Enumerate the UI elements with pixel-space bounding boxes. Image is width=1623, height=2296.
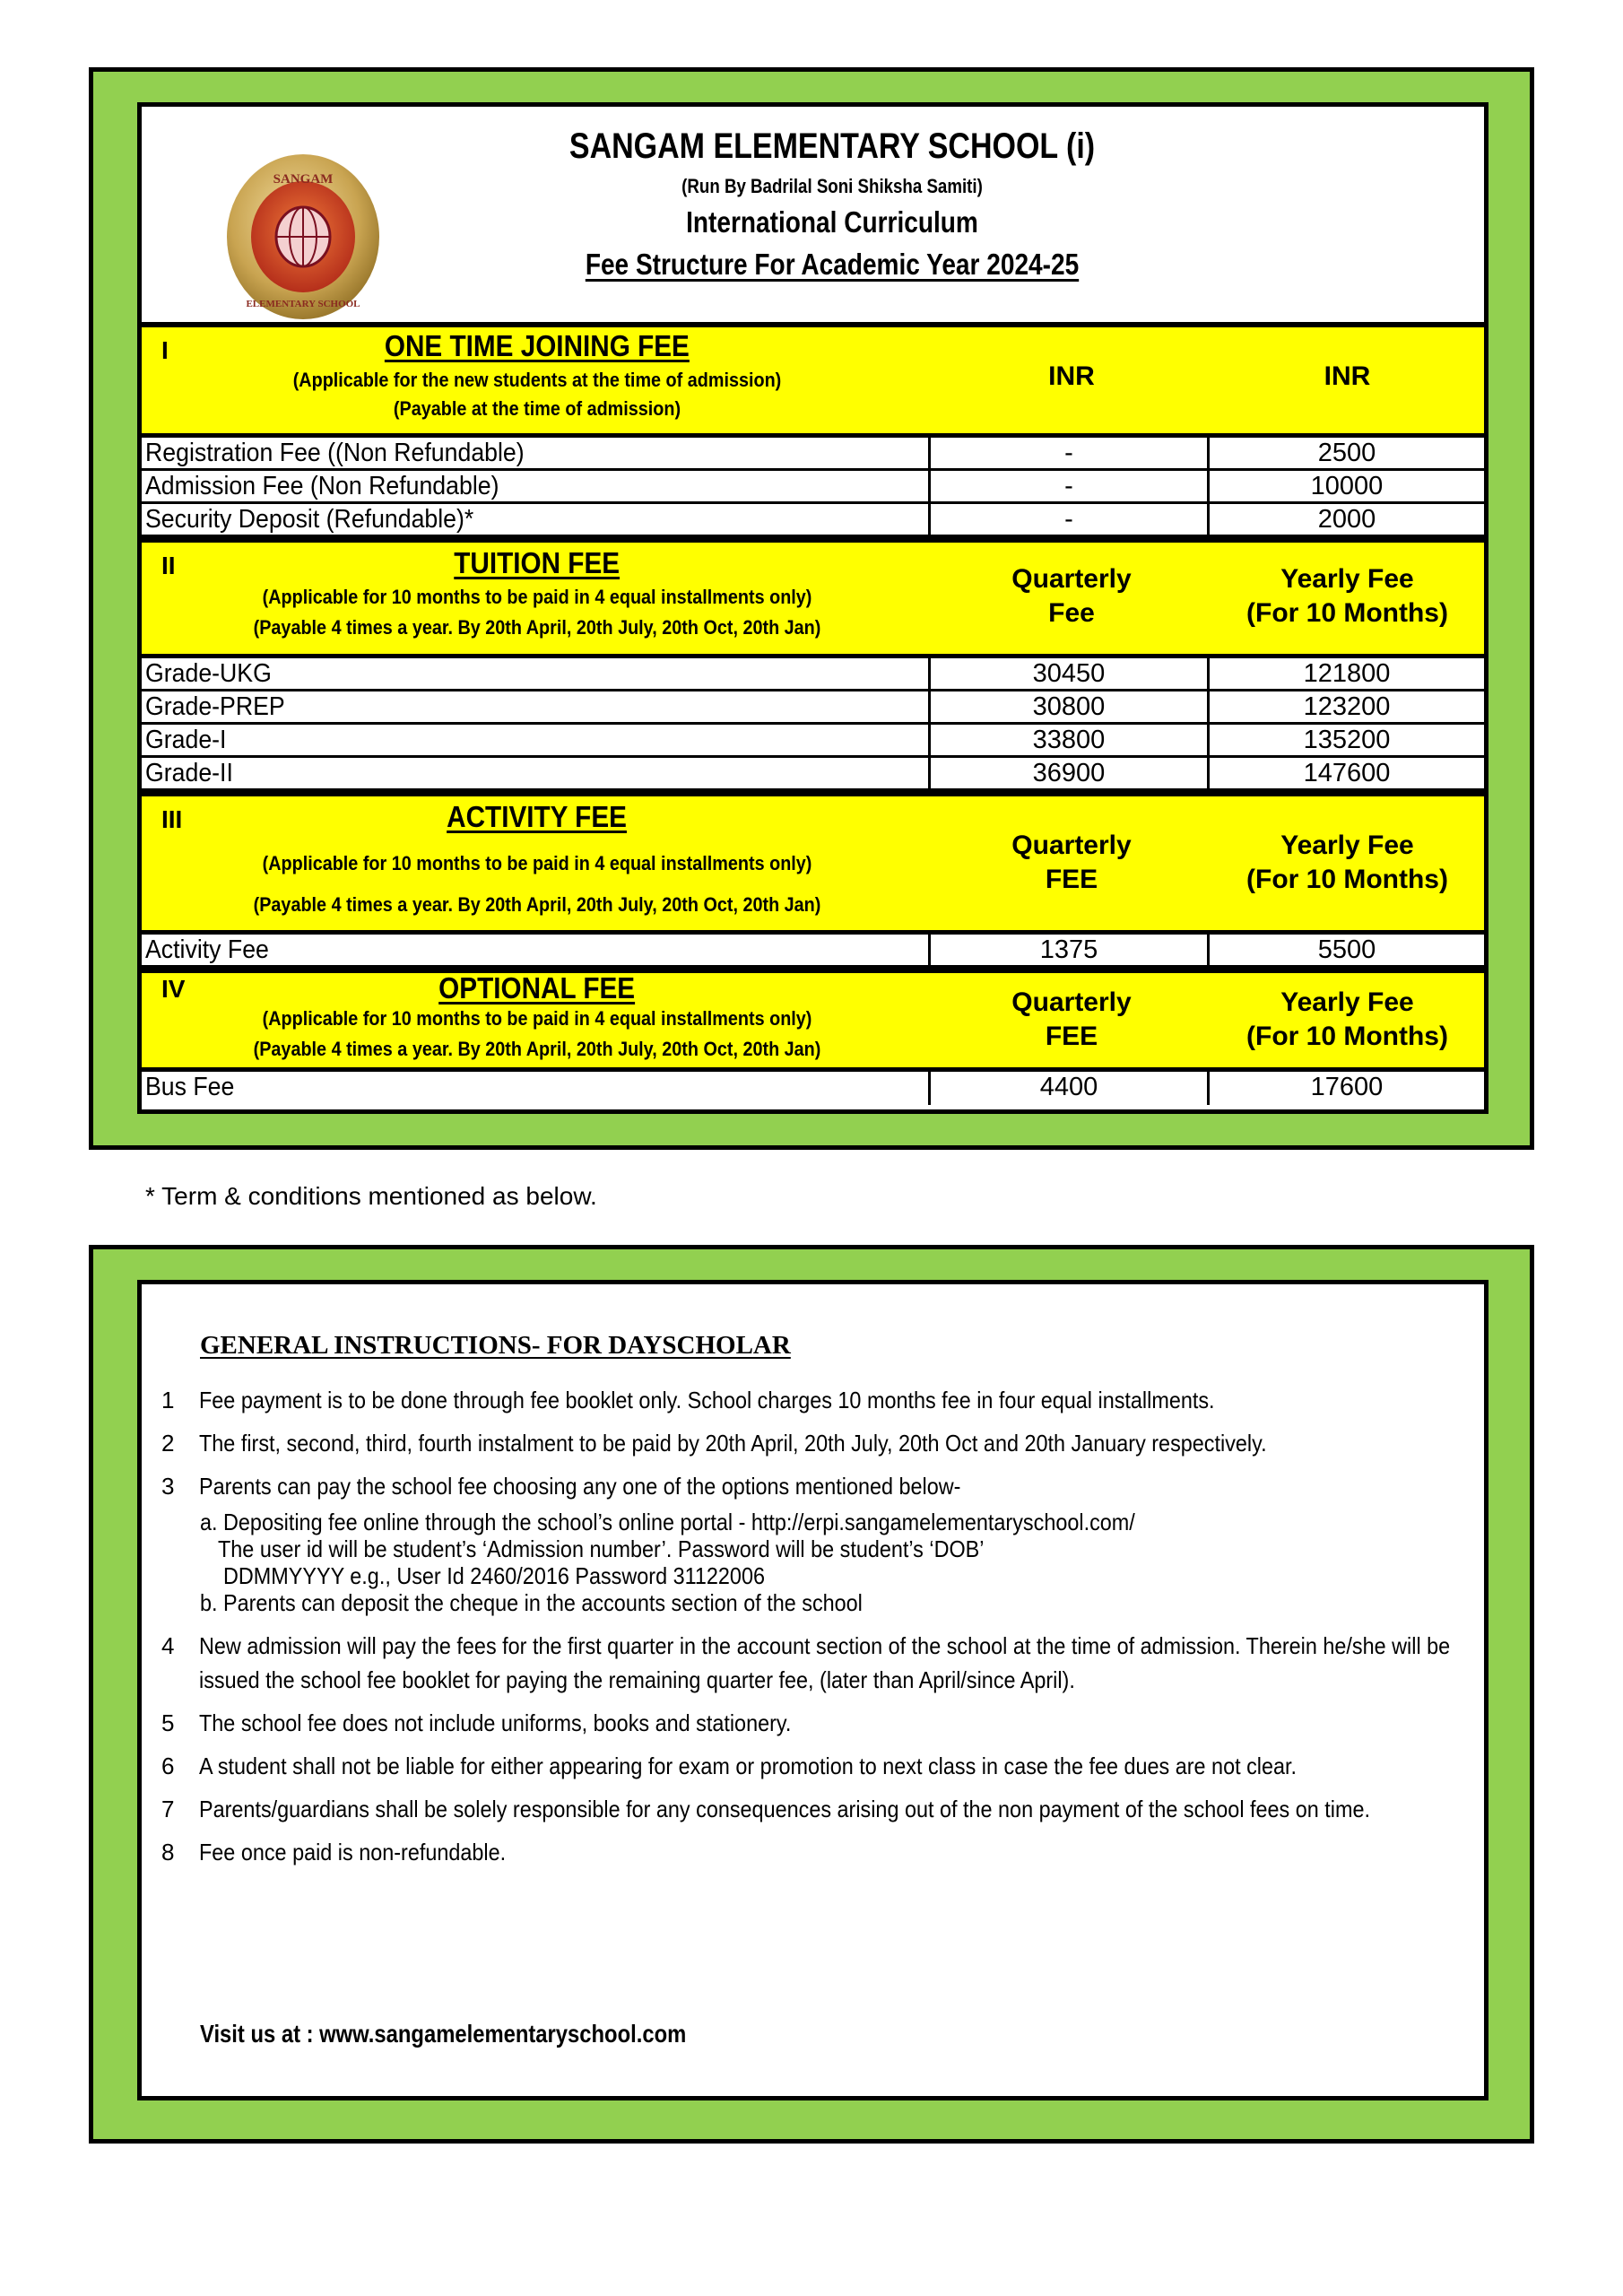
- option-a-line-1: a. Depositing fee online through the school’s online portal - http://erpi.sangamelementaryschool.com/: [200, 1509, 1135, 1535]
- list-item: [160, 1383, 1469, 1417]
- yearly-value: 2500: [1317, 439, 1376, 467]
- section-header-optional: [142, 968, 1484, 1072]
- column-header-text: (For 10 Months): [1246, 598, 1448, 628]
- section-header-joining: [142, 322, 1484, 438]
- fee-label-text: Registration Fee ((Non Refundable): [145, 439, 525, 467]
- table-row: [142, 935, 1484, 968]
- list-item: [160, 1426, 1469, 1460]
- section-title-wrap: [142, 329, 933, 421]
- yearly-value: 2000: [1317, 505, 1376, 534]
- table-row: [142, 471, 1484, 504]
- column-header-text: Quarterly: [1011, 564, 1132, 594]
- column-header-text: FEE: [1045, 1022, 1098, 1051]
- table-row: [142, 658, 1484, 691]
- fee-label-text: Activity Fee: [145, 935, 269, 964]
- fee-label: [142, 758, 931, 788]
- quarterly-value: -: [931, 438, 1210, 468]
- school-name: SANGAM ELEMENTARY SCHOOL (i): [568, 126, 1096, 166]
- item-number: 7: [161, 1796, 175, 1822]
- website-link[interactable]: Visit us at : www.sangamelementaryschool.com: [200, 2020, 687, 2048]
- item-number: 1: [161, 1387, 175, 1413]
- item-text: A student shall not be liable for either appearing for exam or promotion to next class in case the fee dues are not clear.: [199, 1752, 1298, 1779]
- fee-label: [142, 658, 931, 689]
- curriculum-label: International Curriculum: [686, 205, 978, 239]
- column-header-text: FEE: [1045, 865, 1098, 894]
- column-header-text: (For 10 Months): [1246, 865, 1448, 894]
- quarterly-value: 30450: [931, 658, 1210, 689]
- item-number: 2: [161, 1430, 175, 1457]
- list-item: [160, 1469, 1469, 1503]
- fee-label: [142, 438, 931, 468]
- column-header-text: Quarterly: [1011, 987, 1132, 1017]
- column-header-quarterly: [933, 562, 1211, 631]
- option-a-line-3: DDMMYYYY e.g., User Id 2460/2016 Password 31122006: [223, 1562, 765, 1589]
- fee-label-text: Grade-II: [145, 759, 233, 787]
- column-header-text: Yearly Fee: [1280, 987, 1414, 1017]
- item-text: New admission will pay the fees for the first quarter in the account section of the school at the time of admission. Therein he/she will be issued the school fee booklet for paying the remaining quarter fee, (later than April/since April).: [199, 1632, 1451, 1693]
- fee-label-text: Admission Fee (Non Refundable): [145, 472, 499, 500]
- section-number: II: [161, 552, 176, 579]
- section-number: IV: [161, 975, 186, 1003]
- column-header-text: (For 10 Months): [1246, 1022, 1448, 1051]
- yearly-value: 135200: [1303, 726, 1391, 754]
- option-b-line: b. Parents can deposit the cheque in the accounts section of the school: [200, 1589, 863, 1616]
- item-text: Fee payment is to be done through fee booklet only. School charges 10 months fee in four equal installments.: [199, 1387, 1215, 1413]
- column-header-text: Quarterly: [1011, 831, 1132, 860]
- school-trust: (Run By Badrilal Soni Shiksha Samiti): [681, 175, 983, 197]
- column-header-text: Fee: [1048, 598, 1095, 628]
- section-title: TUITION FEE: [454, 546, 621, 579]
- item-number: 5: [161, 1709, 175, 1736]
- list-item: [160, 1629, 1469, 1697]
- column-header-yearly: [1211, 360, 1484, 394]
- item-number: 3: [161, 1473, 175, 1500]
- table-row: [142, 1072, 1484, 1105]
- fee-label-text: Security Deposit (Refundable)*: [145, 505, 474, 534]
- instructions-list: [160, 1383, 1469, 1878]
- column-header-quarterly: [933, 360, 1211, 394]
- section-title: ONE TIME JOINING FEE: [385, 329, 690, 362]
- list-item: [160, 1706, 1469, 1740]
- quarterly-value: 30800: [931, 691, 1210, 722]
- fee-label: [142, 504, 931, 535]
- quarterly-value: 4400: [931, 1072, 1210, 1105]
- section-header-tuition: [142, 537, 1484, 658]
- item-text: Parents/guardians shall be solely responsible for any consequences arising out of the non payment of the school fees on time.: [199, 1796, 1370, 1822]
- column-header-text: Yearly Fee: [1280, 564, 1414, 594]
- section-title-wrap: [142, 800, 933, 917]
- fee-label: [142, 471, 931, 501]
- item-text: The first, second, third, fourth instalment to be paid by 20th April, 20th July, 20th Oct and 20th January respectively.: [199, 1430, 1267, 1457]
- fee-label-text: Grade-PREP: [145, 692, 285, 721]
- section-header-activity: [142, 791, 1484, 935]
- section-note: (Applicable for the new students at the time of admission): [292, 369, 782, 391]
- fee-label-text: Grade-UKG: [145, 659, 272, 688]
- fee-year-title: [505, 248, 1160, 282]
- item-number: 6: [161, 1752, 175, 1779]
- item-text: Fee once paid is non-refundable.: [199, 1839, 507, 1866]
- item-number: 4: [161, 1632, 175, 1659]
- column-header-text: Yearly Fee: [1280, 831, 1414, 860]
- section-note: (Payable 4 times a year. By 20th April, 20th July, 20th Oct, 20th Jan): [253, 1038, 821, 1060]
- column-header-quarterly: [933, 829, 1211, 897]
- instructions-panel: [137, 1280, 1488, 2100]
- item-text: The school fee does not include uniforms, books and stationery.: [199, 1709, 792, 1736]
- fee-table: [142, 322, 1484, 1105]
- fee-label-text: Bus Fee: [145, 1073, 235, 1101]
- list-item: [160, 1835, 1469, 1869]
- quarterly-value: 33800: [931, 725, 1210, 755]
- terms-footnote: * Term & conditions mentioned as below.: [145, 1182, 597, 1210]
- section-note: (Applicable for 10 months to be paid in 4 equal installments only): [262, 852, 812, 874]
- section-note: (Payable 4 times a year. By 20th April, 20th July, 20th Oct, 20th Jan): [253, 893, 821, 916]
- yearly-value: 147600: [1303, 759, 1391, 787]
- fee-structure-panel: [137, 102, 1488, 1114]
- option-a-line-2: The user id will be student’s ‘Admission number’. Password will be student’s ‘DOB’: [218, 1535, 985, 1562]
- section-title-wrap: [142, 546, 933, 639]
- table-row: [142, 758, 1484, 791]
- section-note: (Payable at the time of admission): [393, 397, 681, 420]
- fee-label: [142, 935, 931, 965]
- fee-label: [142, 691, 931, 722]
- column-header-text: INR: [1324, 361, 1371, 391]
- table-row: [142, 504, 1484, 537]
- table-row: [142, 691, 1484, 725]
- column-header-yearly: [1211, 986, 1484, 1054]
- item-number: 8: [161, 1839, 175, 1866]
- payment-option-b: [160, 1586, 1469, 1620]
- section-title: ACTIVITY FEE: [447, 800, 628, 833]
- yearly-value: 123200: [1303, 692, 1391, 721]
- table-row: [142, 725, 1484, 758]
- list-item: [160, 1749, 1469, 1783]
- quarterly-value: -: [931, 504, 1210, 535]
- yearly-value: 10000: [1310, 472, 1384, 500]
- yearly-value: 121800: [1303, 659, 1391, 688]
- section-number: I: [161, 336, 169, 364]
- section-note: (Applicable for 10 months to be paid in 4 equal installments only): [262, 586, 812, 608]
- item-text: Parents can pay the school fee choosing any one of the options mentioned below-: [199, 1473, 961, 1500]
- svg-text:SANGAM: SANGAM: [273, 172, 334, 187]
- list-item: [160, 1792, 1469, 1826]
- column-header-yearly: [1211, 829, 1484, 897]
- fee-label: [142, 1072, 931, 1105]
- quarterly-value: 1375: [931, 935, 1210, 965]
- school-crest-icon: [213, 147, 393, 326]
- fee-label: [142, 725, 931, 755]
- quarterly-value: -: [931, 471, 1210, 501]
- section-number: III: [161, 805, 183, 833]
- payment-option-a: [160, 1505, 1469, 1593]
- instructions-title: GENERAL INSTRUCTIONS- FOR DAYSCHOLAR: [200, 1331, 791, 1360]
- column-header-yearly: [1211, 562, 1484, 631]
- quarterly-value: 36900: [931, 758, 1210, 788]
- yearly-value: 17600: [1310, 1073, 1384, 1101]
- fee-label-text: Grade-I: [145, 726, 227, 754]
- column-header-quarterly: [933, 986, 1211, 1054]
- section-title-wrap: [142, 971, 933, 1061]
- section-note: (Payable 4 times a year. By 20th April, 20th July, 20th Oct, 20th Jan): [253, 616, 821, 639]
- column-header-text: INR: [1048, 361, 1095, 391]
- fee-year-text: Fee Structure For Academic Year 2024-25: [585, 248, 1080, 281]
- section-note: (Applicable for 10 months to be paid in 4 equal installments only): [262, 1007, 812, 1030]
- svg-text:ELEMENTARY SCHOOL: ELEMENTARY SCHOOL: [246, 299, 360, 309]
- yearly-value: 5500: [1317, 935, 1376, 964]
- section-title: OPTIONAL FEE: [438, 971, 636, 1004]
- table-row: [142, 438, 1484, 471]
- document-header: [142, 107, 1484, 325]
